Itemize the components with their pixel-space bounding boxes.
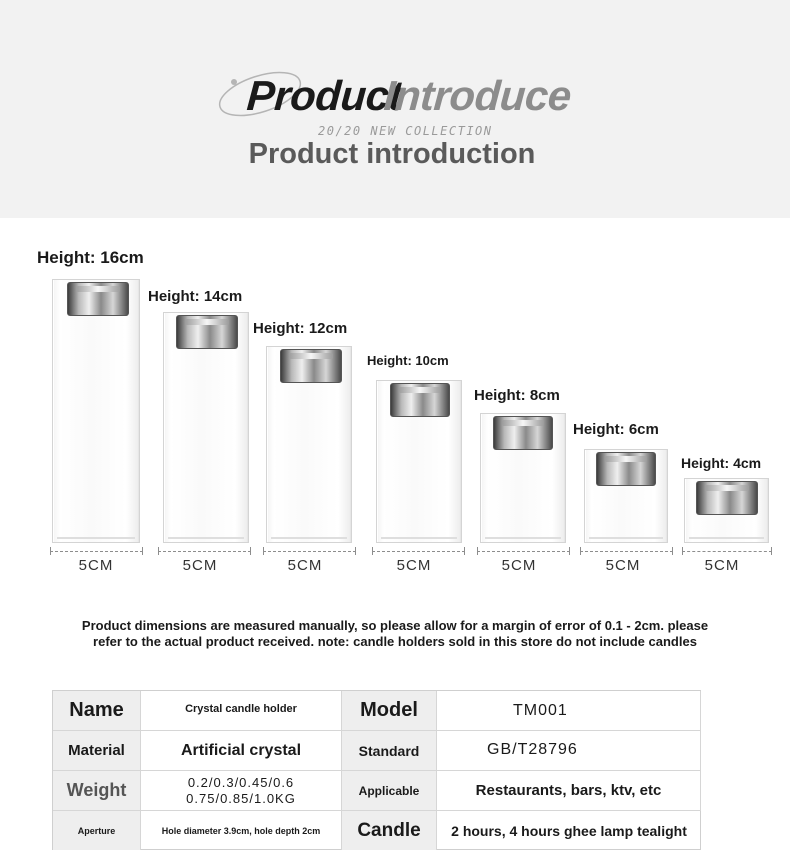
weight-line-2: 0.75/0.85/1.0KG (186, 790, 296, 806)
title-product: Product (245, 72, 404, 119)
candle-holder-12cm (266, 346, 352, 543)
width-dimension-line (50, 544, 143, 552)
candle-holder-10cm (376, 380, 462, 543)
height-label: Height: 8cm (474, 387, 560, 404)
candle-holder-8cm (480, 413, 566, 543)
title-introduce: Introduce (382, 72, 573, 119)
disclaimer-line-1: Product dimensions are measured manually, so please allow for a margin of error of 0.1 - 2cm. please (81, 618, 709, 633)
width-label: 5CM (287, 557, 323, 574)
width-dimension-line (372, 544, 465, 552)
spec-label-aperture: Aperture (53, 811, 141, 850)
spec-label-applicable: Applicable (342, 771, 437, 811)
spec-value-applicable: Restaurants, bars, ktv, etc (437, 771, 701, 811)
header-banner (0, 0, 790, 218)
width-label: 5CM (182, 557, 218, 574)
spec-value-candle: 2 hours, 4 hours ghee lamp tealight (451, 822, 687, 839)
width-label: 5CM (605, 557, 641, 574)
candle-holder-16cm (52, 279, 140, 543)
spec-value-standard: GB/T28796 (437, 731, 701, 771)
spec-value-model: TM001 (437, 691, 701, 731)
spec-value-material: Artificial crystal (141, 731, 342, 771)
spec-label-weight: Weight (53, 771, 141, 811)
page-subtitle: Product introduction (248, 138, 536, 170)
spec-value-aperture: Hole diameter 3.9cm, hole depth 2cm (141, 811, 342, 850)
tealight-cup (280, 349, 342, 383)
dimension-disclaimer (0, 618, 790, 650)
width-dimension-line (158, 544, 251, 552)
height-label: Height: 16cm (37, 248, 144, 267)
height-label: Height: 12cm (253, 320, 348, 337)
disclaimer-line-2: refer to the actual product received. note: candle holders sold in this store do not include candles (93, 634, 697, 649)
width-label: 5CM (501, 557, 537, 574)
candle-holder-6cm (584, 449, 668, 543)
candle-holder-4cm (684, 478, 769, 543)
weight-line-1: 0.2/0.3/0.45/0.6 (187, 774, 295, 790)
spec-value-weight (141, 771, 342, 811)
tealight-cup (176, 315, 238, 349)
tealight-cup (390, 383, 450, 417)
spec-label-standard: Standard (342, 731, 437, 771)
width-label: 5CM (396, 557, 432, 574)
tealight-cup (696, 481, 758, 515)
height-label: Height: 4cm (681, 455, 762, 471)
tealight-cup (67, 282, 129, 316)
width-label: 5CM (78, 557, 114, 574)
height-label: Height: 14cm (148, 288, 243, 305)
tealight-cup (493, 416, 553, 450)
spec-label-candle: Candle (342, 811, 437, 850)
width-dimension-line (682, 544, 772, 552)
product-size-lineup (0, 230, 790, 590)
spec-label-name: Name (53, 691, 141, 731)
height-label: Height: 10cm (367, 353, 449, 368)
collection-tag: 20/20 NEW COLLECTION (318, 124, 493, 138)
spec-table (52, 690, 701, 850)
tealight-cup (596, 452, 656, 486)
spec-label-model: Model (342, 691, 437, 731)
spec-label-material: Material (53, 731, 141, 771)
width-label: 5CM (704, 557, 740, 574)
spec-value-name: Crystal candle holder (141, 691, 342, 731)
height-label: Height: 6cm (573, 421, 659, 438)
width-dimension-line (263, 544, 356, 552)
width-dimension-line (580, 544, 673, 552)
candle-holder-14cm (163, 312, 249, 543)
width-dimension-line (477, 544, 570, 552)
